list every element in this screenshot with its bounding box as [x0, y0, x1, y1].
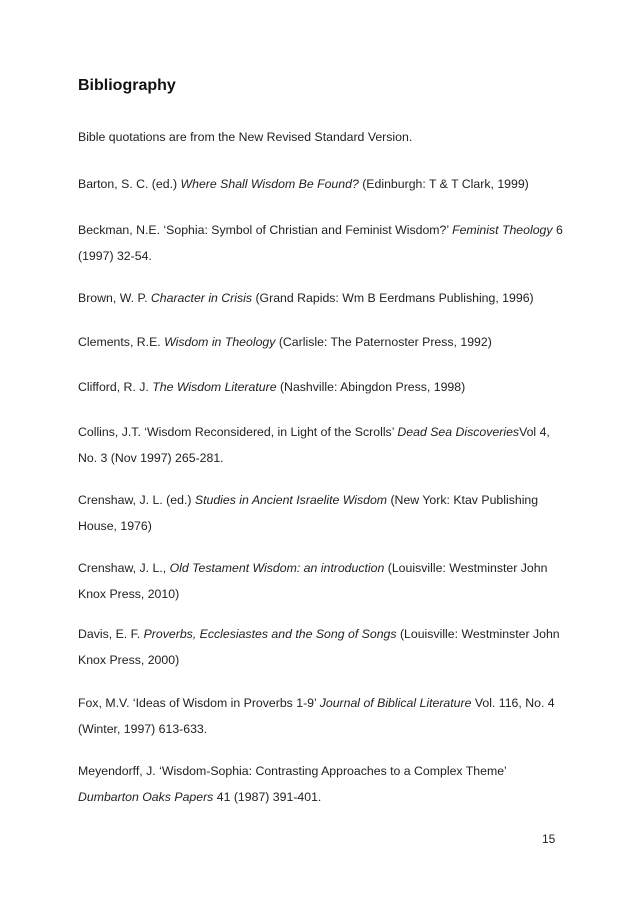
entry-title: Where Shall Wisdom Be Found?: [180, 177, 359, 191]
entry-title: Proverbs, Ecclesiastes and the Song of Songs: [143, 627, 397, 641]
entry-publication: (Nashville: Abingdon Press, 1998): [276, 380, 466, 394]
entry-title: Studies in Ancient Israelite Wisdom: [194, 493, 388, 507]
entry-publication: (Carlisle: The Paternoster Press, 1992): [275, 335, 492, 349]
entry-publication: Vol. 116, No. 4 (Winter, 1997) 613-633.: [78, 696, 555, 736]
bibliography-entry: [78, 555, 568, 607]
entry-publication: (Edinburgh: T & T Clark, 1999): [358, 177, 529, 191]
intro-note: Bible quotations are from the New Revised Standard Version.: [78, 130, 413, 144]
entry-publication: Vol 4, No. 3 (Nov 1997) 265-281.: [78, 425, 550, 465]
bibliography-entry: [78, 171, 568, 197]
entry-title: Character in Crisis: [150, 291, 253, 305]
entry-author: Crenshaw, J. L. (ed.): [78, 493, 195, 507]
entry-author: Collins, J.T. ‘Wisdom Reconsidered, in Light of the Scrolls’: [78, 425, 398, 439]
entry-publication: (New York: Ktav Publishing House, 1976): [78, 493, 539, 533]
bibliography-entry: [78, 285, 568, 311]
page-title: Bibliography: [78, 77, 176, 94]
bibliography-entry: [78, 374, 568, 400]
bibliography-entry: [78, 487, 568, 539]
bibliography-entry: [78, 621, 568, 673]
entry-author: Fox, M.V. ‘Ideas of Wisdom in Proverbs 1-9’: [78, 696, 320, 710]
entry-publication: 41 (1987) 391-401.: [213, 790, 322, 804]
entry-author: Meyendorff, J. ‘Wisdom-Sophia: Contrasting Approaches to a Complex Theme’: [78, 764, 507, 778]
entry-title: Dumbarton Oaks Papers: [78, 790, 214, 804]
entry-author: Brown, W. P.: [78, 291, 151, 305]
entry-author: Clements, R.E.: [78, 335, 165, 349]
entry-author: Clifford, R. J.: [78, 380, 153, 394]
entry-publication: 6 (1997) 32-54.: [78, 223, 563, 263]
entry-title: The Wisdom Literature: [152, 380, 277, 394]
entry-title: Feminist Theology: [452, 223, 553, 237]
entry-author: Barton, S. C. (ed.): [78, 177, 181, 191]
bibliography-entry: [78, 419, 568, 471]
entry-author: Beckman, N.E. ‘Sophia: Symbol of Christian and Feminist Wisdom?’: [78, 223, 453, 237]
bibliography-entry: [78, 690, 568, 742]
entry-title: Journal of Biblical Literature: [319, 696, 472, 710]
page-number: 15: [542, 832, 556, 846]
entry-author: Davis, E. F.: [78, 627, 144, 641]
entry-title: Wisdom in Theology: [164, 335, 276, 349]
entry-title: Old Testament Wisdom: an introduction: [169, 561, 385, 575]
entry-publication: (Louisville: Westminster John Knox Press, 2010): [78, 561, 548, 601]
bibliography-entry: [78, 329, 568, 355]
entry-title: Dead Sea Discoveries: [397, 425, 520, 439]
entry-author: Crenshaw, J. L.,: [78, 561, 170, 575]
bibliography-entry: [78, 758, 568, 810]
bibliography-entry: [78, 217, 568, 269]
entry-publication: (Louisville: Westminster John Knox Press, 2000): [78, 627, 560, 667]
entry-publication: (Grand Rapids: Wm B Eerdmans Publishing, 1996): [252, 291, 534, 305]
